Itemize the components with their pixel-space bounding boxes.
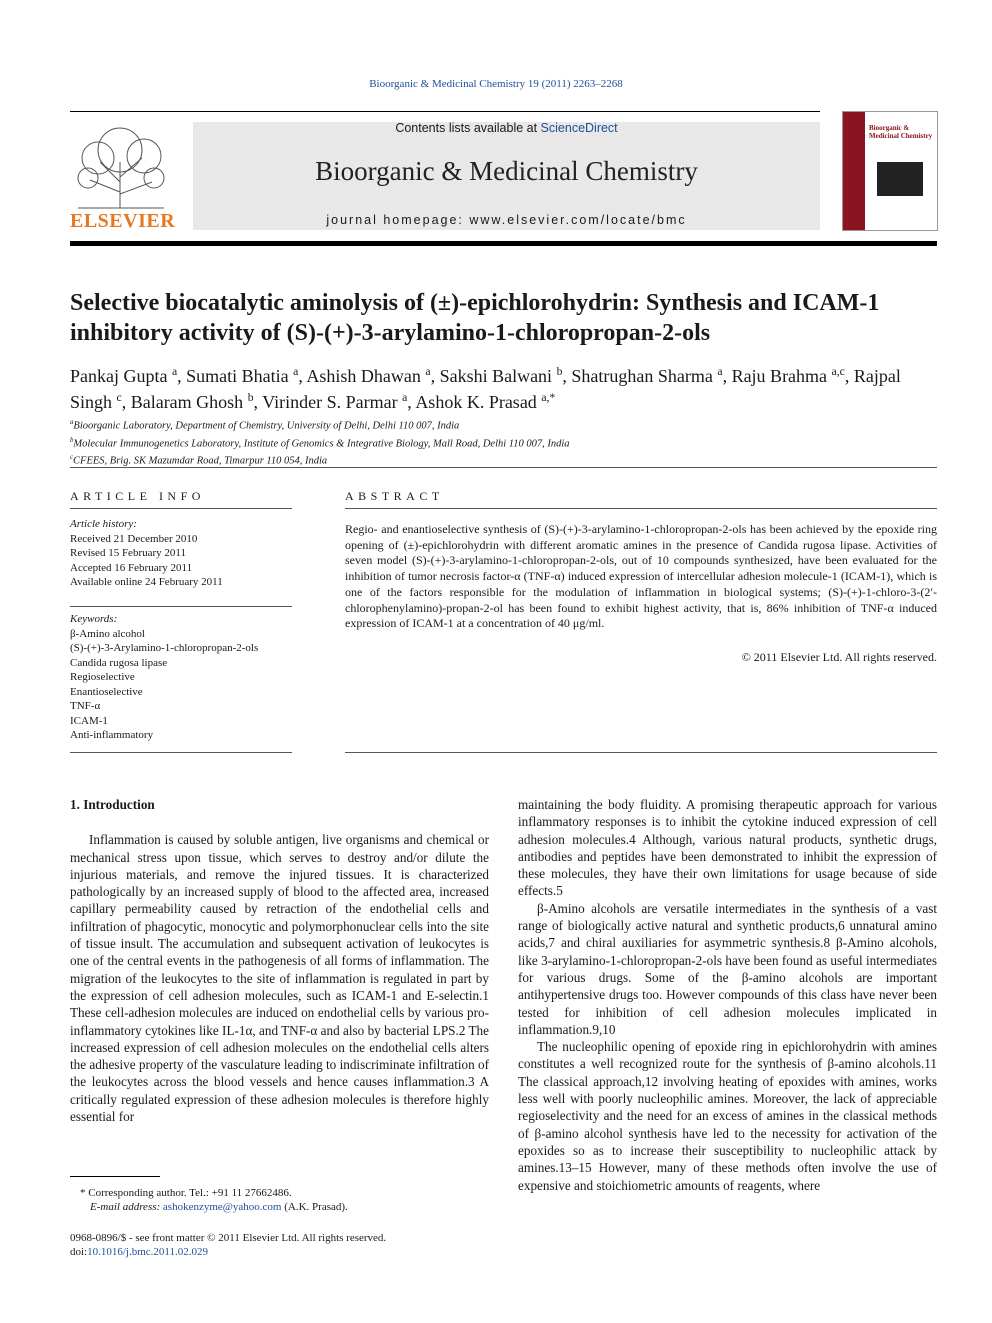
keyword-item: ICAM-1 <box>70 714 108 727</box>
masthead-thick-rule <box>70 241 937 246</box>
author-name[interactable]: Ashok K. Prasad <box>415 392 537 412</box>
author-affiliation-mark: a <box>171 365 178 378</box>
affiliation-row <box>70 416 937 434</box>
corresponding-author: * Corresponding author. Tel.: +91 11 27662486. <box>80 1187 292 1199</box>
keyword-item: Candida rugosa lipase <box>70 656 168 669</box>
keywords-rule <box>70 606 292 607</box>
affiliation-row <box>70 434 937 452</box>
front-matter <box>70 1231 490 1259</box>
history-item: Revised 15 February 2011 <box>70 547 186 559</box>
keyword-item: TNF-α <box>70 700 101 712</box>
keyword-item: Anti-inflammatory <box>70 729 154 741</box>
affiliation-text: CFEES, Brig. SK Mazumdar Road, Timarpur 110 054, India <box>73 455 328 467</box>
journal-name: Bioorganic & Medicinal Chemistry <box>315 156 698 186</box>
journal-citation: Bioorganic & Medicinal Chemistry 19 (2011) 2263–2268 <box>369 78 623 90</box>
keywords-box <box>70 612 292 743</box>
keywords-label: Keywords: <box>70 613 118 625</box>
journal-cover-thumbnail <box>842 111 938 231</box>
history-item: Received 21 December 2010 <box>70 532 198 545</box>
abstract-bottom-rule <box>345 752 937 753</box>
abstract-rule <box>345 508 937 509</box>
footnote-rule <box>70 1176 160 1177</box>
author-affiliation-mark: b <box>247 391 254 404</box>
masthead-rule <box>70 111 820 112</box>
title-rule <box>70 467 937 468</box>
history-list <box>70 532 292 590</box>
article-info-heading: ARTICLE INFO <box>70 489 205 503</box>
issn-line: 0968-0896/$ - see front matter © 2011 Elsevier Ltd. All rights reserved. <box>70 1232 387 1244</box>
author-name[interactable]: Shatrughan Sharma <box>571 366 713 386</box>
journal-homepage[interactable]: journal homepage: www.elsevier.com/locate/bmc <box>326 213 687 227</box>
intro-paragraph-3: β-Amino alcohols are versatile intermediates in the synthesis of a vast range of biologically active natural and synthetic products,6 unnatural amino acids,7 and chiral auxiliaries for asymmetric synthesis.8 β-Amino alcohols, like 3-arylamino-1-chloropropan-2-ols have been found as useful intermediates for various drugs. Some of the β-amino alcohols are important antihypertensive drugs too. However compounds of this class have never been tested for inhibition of cell adhesion molecules implicated in inflammation.9,10 <box>518 900 937 1037</box>
corresponding-footnote <box>80 1186 500 1214</box>
affiliation-key: c <box>70 454 74 461</box>
body-left-column <box>70 796 489 1125</box>
intro-paragraph-4: The nucleophilic opening of epoxide ring in epichlorohydrin with amines constitutes a well recognized route for the synthesis of β-amino alcohols.11 The classical approach,12 involving heating of epoxides with amines, works less well with poorly nucleophilic amines. Moreover, the lack of appreciable regioselectivity and the need for an excess of amines in the classical methods of β-amino alcohol synthesis have led to the necessity for activation of the epoxides so as to increase their susceptibility to nucleophilic attack by amines.13–15 However, many of these methods often involve the use of expensive and stoichiometric amounts of reagents, where <box>518 1039 937 1193</box>
contents-prefix: Contents lists available at <box>395 121 541 135</box>
author-affiliation-mark: a <box>717 365 723 378</box>
author-affiliation-mark: a <box>425 365 431 378</box>
history-item: Accepted 16 February 2011 <box>70 561 193 574</box>
elsevier-wordmark: ELSEVIER <box>70 210 176 232</box>
sciencedirect-link[interactable]: ScienceDirect <box>540 121 618 135</box>
author-affiliation-mark: a <box>293 365 299 378</box>
author-name[interactable]: Raju Brahma <box>731 366 828 386</box>
email-link[interactable]: ashokenzyme@yahoo.com <box>162 1201 282 1213</box>
doi-label: doi: <box>70 1246 88 1258</box>
abstract-heading: ABSTRACT <box>345 489 444 503</box>
abstract-text: Regio- and enantioselective synthesis of (S)-(+)-3-arylamino-1-chloropropan-2-ols has been achieved by the epoxide ring opening of (±)-epichlorohydrin with different aromatic amines in the presence of Candida rugosa lipase. Activities of seven model (S)-(+)-3-arylamino-1-chloropropan-2-ols, out of 10 compounds synthesized, have been evaluated for the inhibition of tumor necrosis factor-α (TNF-α) induced expression of intercellular adhesion molecule-1 (ICAM-1), which is one of the factors responsible for the modulation of inflammation in biological systems; (S)-(+)-1-chloro-3-(2′-chlorophenylamino)-propan-2-ol has been found to exhibit highest activity, that is, 86% inhibition of TNF-α induced expression of ICAM-1 at a concentration of 40 μg/ml. <box>345 522 937 631</box>
doi-link[interactable]: 10.1016/j.bmc.2011.02.029 <box>87 1246 209 1258</box>
author-name[interactable]: Sumati Bhatia <box>186 366 289 386</box>
keyword-item: (S)-(+)-3-Arylamino-1-chloropropan-2-ols <box>70 642 259 654</box>
affiliation-key: a <box>70 419 74 426</box>
keyword-item: Regioselective <box>70 671 135 683</box>
history-label: Article history: <box>70 518 137 530</box>
affiliation-row <box>70 451 937 469</box>
author-name[interactable]: Ashish Dhawan <box>306 366 421 386</box>
article-info-bottom-rule <box>70 752 292 753</box>
cover-title: Bioorganic & Medicinal Chemistry <box>869 124 933 140</box>
author-name[interactable]: Sakshi Balwani <box>439 366 553 386</box>
intro-paragraph-2: maintaining the body fluidity. A promising therapeutic approach for various inflammatory responses is to inhibit the cytokine induced expression of cell adhesion molecules.4 Although, various natural products, synthetic drugs, antibodies and peptides have been demonstrated to inhibit the expression of these molecules, they have their own limitations for usage because of side effects.5 <box>518 797 937 899</box>
author-affiliation-mark: b <box>556 365 563 378</box>
history-item: Available online 24 February 2011 <box>70 576 223 588</box>
intro-paragraph-1: Inflammation is caused by soluble antigen, live organisms and chemical or mechanical stress upon tissue, which serves to destroy and/or dilute the injurious materials, and remove the injured tissues. It is characterized pathologically by an increased supply of blood to the affected area, increased capillary permeability caused by retraction of the endothelial cells and infiltration of phagocytic, monocytic and polymorphonuclear cells into the site of tissue insult. The accumulation and subsequent activation of leukocytes is one of the central events in the pathogenesis of all forms of inflammation. The migration of the leukocytes to the site of inflammation is regulated in part by the expression of cell adhesion molecules, such as ICAM-1 and E-selectin.1 These cell-adhesion molecules are induced on endothelial cells by various pro-inflammatory cytokines like IL-1α, and TNF-α and also by bacterial LPS.2 The increased expression of cell adhesion molecules on the endothelial cells alters the adhesive property of the vasculature leading to indiscriminate infiltration of the leukocytes across the blood vessels and hence causes inflammation.3 A critically regulated expression of these adhesion molecules is therefore highly essential for <box>70 832 489 1125</box>
author-affiliation-mark: c <box>116 391 122 404</box>
keyword-item: Enantioselective <box>70 685 143 698</box>
author-name[interactable]: Pankaj Gupta <box>70 366 168 386</box>
author-affiliation-mark: a,* <box>541 391 556 404</box>
author-name[interactable]: Virinder S. Parmar <box>262 392 398 412</box>
affiliation-text: Bioorganic Laboratory, Department of Chemistry, University of Delhi, Delhi 110 007, India <box>73 420 460 432</box>
article-title: Selective biocatalytic aminolysis of (±)-epichlorohydrin: Synthesis and ICAM-1 inhibitory activity of (S)-(+)-3-arylamino-1-chloropropan-2-ols <box>70 290 880 346</box>
affiliations <box>70 416 937 469</box>
keyword-item: β-Amino alcohol <box>70 627 145 640</box>
article-history <box>70 517 292 590</box>
email-suffix: (A.K. Prasad). <box>281 1201 348 1213</box>
author-affiliation-mark: a <box>402 391 408 404</box>
keywords-list <box>70 627 292 743</box>
author-list: Pankaj Gupta $^a$, Sumati Bhatia $^a$, Ashish Dhawan $^a$, Sakshi Balwani $^b$, Shatrughan Sharma $^a$, Raju Brahma $^{a,c}$, Rajpal Singh $^c$, Balaram Ghosh $^b$, Virinder S. Parmar $^a$, Ashok K. Prasad $^{a,*}$ <box>70 365 901 412</box>
cover-band <box>843 112 865 230</box>
author-name[interactable]: Rajpal Singh <box>70 366 901 412</box>
cover-image <box>877 162 923 196</box>
author-affiliation-mark: a,c <box>831 365 845 378</box>
contents-line <box>193 121 820 135</box>
article-info-rule <box>70 508 292 509</box>
body-right-column <box>518 796 937 1194</box>
intro-heading: 1. Introduction <box>70 797 155 812</box>
author-name[interactable]: Balaram Ghosh <box>130 392 244 412</box>
abstract-copyright: © 2011 Elsevier Ltd. All rights reserved. <box>741 650 937 664</box>
affiliation-text: Molecular Immunogenetics Laboratory, Institute of Genomics & Integrative Biology, Mall Road, Delhi 110 007, India <box>73 438 570 449</box>
affiliation-key: b <box>70 436 74 444</box>
email-label: E-mail address: <box>90 1201 163 1213</box>
